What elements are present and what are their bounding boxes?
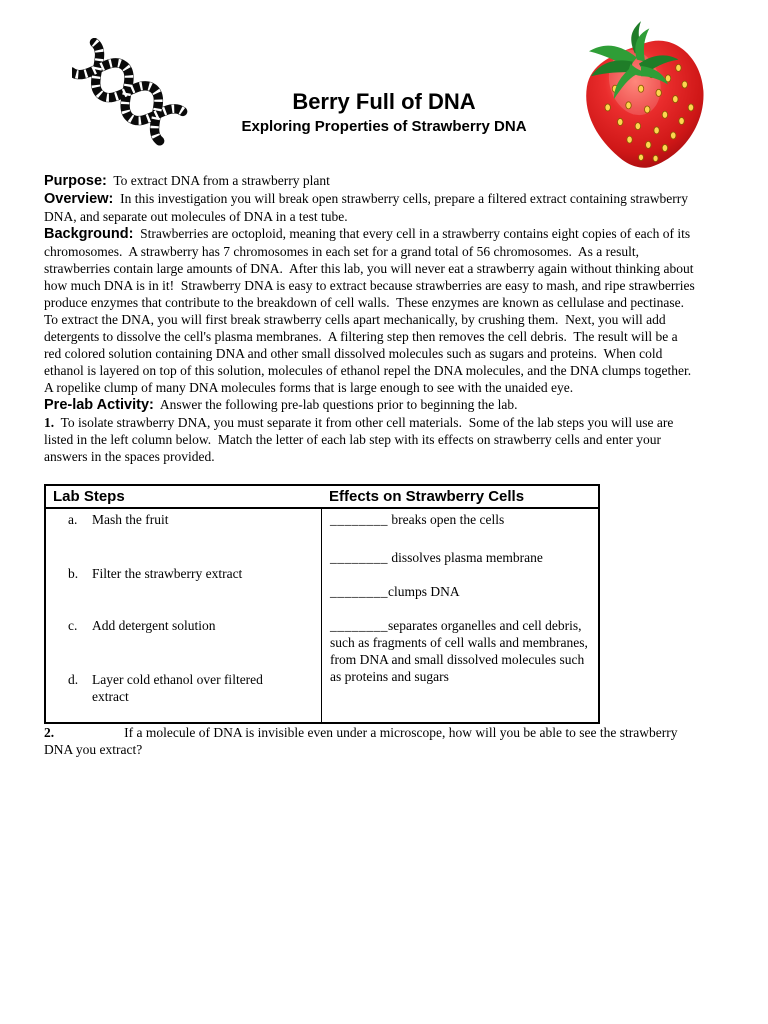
lab-step-d-text: Layer cold ethanol over filtered extract [92, 672, 263, 704]
section-purpose [44, 172, 698, 190]
effect-text-1: breaks open the cells [388, 512, 505, 527]
lab-step-b [68, 565, 242, 582]
lab-step-d-letter: d. [68, 672, 79, 687]
background-label: Background: [44, 226, 134, 242]
effect-item-3 [330, 583, 592, 600]
page-title: Berry Full of DNA [292, 89, 476, 114]
table-header-effects: Effects on Strawberry Cells [329, 488, 525, 505]
purpose-text: To extract DNA from a strawberry plant [106, 173, 330, 188]
lab-steps-column [46, 509, 322, 722]
table-body [46, 509, 598, 722]
answer-blank-3: ________ [330, 584, 388, 599]
background-text: Strawberries are octoploid, meaning that every cell in a strawberry contains eight copies of each of its chromosomes. A strawberry has 7 chromosomes in each set for a grand total of 56 chromosomes. As a result, strawberries contain large amounts of DNA. After this lab, you will never eat a strawberry again without thinking about how much DNA is in it! Strawberry DNA is easy to extract because strawberries are easy to mash, and ripe strawberries produce enzymes that contribute to the breakdown of cell walls. These enzymes are known as cellulase and pectinase. To extract the DNA, you will first break strawberry cells apart mechanically, by crushing them. Next, you will add detergents to dissolve the cell's plasma membranes. A filtering step then removes the cell debris. The result will be a red colored solution containing DNA and other small dissolved molecules such as sugars and proteins. When cold ethanol is layered on top of this solution, molecules of ethanol repel the DNA molecules, and the DNA clumps together. A ropelike clump of many DNA molecules forms that is large enough to see with the unaided eye. [44, 226, 699, 395]
effect-text-2: dissolves plasma membrane [388, 550, 543, 565]
question-2-text: If a molecule of DNA is invisible even under a microscope, how will you be able to see the strawberry DNA you extract? [44, 725, 681, 757]
purpose-label: Purpose: [44, 173, 107, 189]
effect-item-1 [330, 511, 592, 528]
table-header-lab-steps: Lab Steps [53, 488, 125, 505]
lab-step-b-text: Filter the strawberry extract [92, 566, 243, 581]
section-background [44, 225, 698, 396]
table-header-row [46, 486, 598, 509]
overview-label: Overview: [44, 191, 114, 207]
question-1-text: To isolate strawberry DNA, you must separate it from other cell materials. Some of the lab steps you will use are listed in the left column below. Match the letter of each lab step with its effects on strawberry cells and enter your answers in the spaces provided. [44, 415, 677, 464]
question-2 [44, 724, 698, 758]
lab-step-d [68, 671, 292, 705]
overview-text: In this investigation you will break open strawberry cells, prepare a filtered extract containing strawberry DNA, and separate out molecules of DNA in a test tube. [44, 191, 692, 224]
answer-blank-2: ________ [330, 550, 388, 565]
effect-item-2 [330, 549, 592, 566]
question-2-number: 2. [44, 725, 55, 740]
effect-item-4 [330, 617, 592, 685]
prelab-label: Pre-lab Activity: [44, 397, 154, 413]
lab-step-a-text: Mash the fruit [92, 512, 169, 527]
page-subtitle: Exploring Properties of Strawberry DNA [241, 118, 527, 135]
lab-step-a-letter: a. [68, 512, 78, 527]
section-prelab-activity [44, 396, 698, 414]
prelab-text: Answer the following pre-lab questions prior to beginning the lab. [153, 397, 518, 412]
lab-step-c-text: Add detergent solution [92, 618, 216, 633]
document-body [0, 172, 768, 758]
effect-text-3: clumps DNA [388, 584, 460, 599]
section-overview [44, 190, 698, 225]
lab-step-a [68, 511, 169, 528]
effect-text-4: separates organelles and cell debris, such as fragments of cell walls and membranes, from DNA and small dissolved molecules such as proteins and sugars [330, 618, 588, 684]
strawberry-icon [568, 18, 714, 174]
lab-step-b-letter: b. [68, 566, 79, 581]
question-1-number: 1. [44, 415, 55, 430]
effects-column [322, 509, 598, 722]
question-1 [44, 414, 698, 465]
answer-blank-4: ________ [330, 618, 388, 633]
page-header [0, 0, 768, 172]
lab-step-c-letter: c. [68, 618, 78, 633]
lab-step-c [68, 617, 215, 634]
answer-blank-1: ________ [330, 512, 388, 527]
prelab-matching-table [44, 484, 600, 724]
